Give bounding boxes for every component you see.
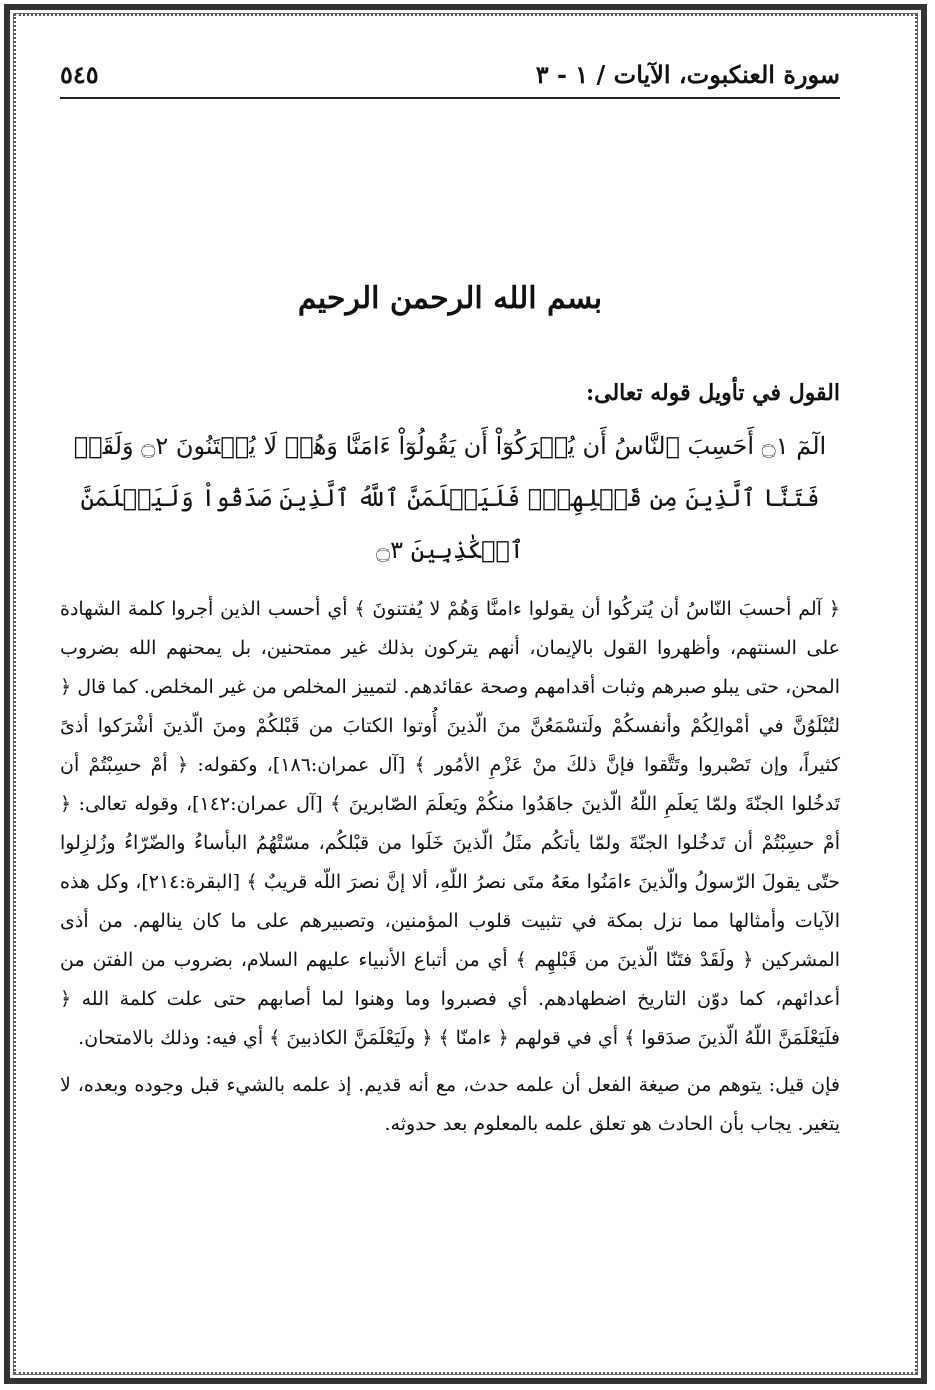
commentary-body: [60, 590, 840, 1144]
commentary-paragraph: ﴿ آلم أحسبَ النّاسُ أن يُتركُوا أن يقولوا ءامنَّا وَهُمْ لا يُفتنونَ ﴾ أي أحسب الذين أجروا كلمة الشهادة على السنتهم، وأظهروا القول بالإيمان، أنهم يتركون بذلك غير ممتحنين، بل يمحنهم الله بضروب المحن، حتى يبلو صبرهم وثبات أقدامهم وصحة عقائدهم. لتمييز المخلص من غير المخلص. كما قال ﴿ لتُبْلَوُنَّ في أمْوالِكُمْ وأنفسكُمْ ولَتسْمَعُنَّ منَ الّذينَ أُوتوا الكتابَ من قَبْلكُمْ ومنَ الّذينَ أشْرَكوا أذىً كثيراً، وإن تَصْبروا وتَتَّقوا فإنَّ ذلكَ منْ عَزْمِ الأمُور ﴾ [آل عمران:١٨٦]، وكقوله: ﴿ أمْ حسِبْتُمْ أن تَدخُلوا الجنّةَ ولمّا يَعلَمِ اللّهُ الّذينَ جاهَدُوا منكُمْ ويَعلَمَ الصّابرينَ ﴾ [آل عمران:١٤٢]، وقوله تعالى: ﴿ أمْ حسِبْتُمْ أن تَدخُلوا الجنّةَ ولمّا يأتكُم مثَلُ الّذينَ خَلَوا من قبْلكُم، مسّتْهُمُ البأساءُ والضّرّاءُ وزُلزِلوا حتّى يقولَ الرّسولُ والّذينَ ءامَنُوا معَهُ متَى نصرُ اللّهِ، ألا إنَّ نصرَ اللّه قريبٌ ﴾ [البقرة:٢١٤]، وكل هذه الآيات وأمثالها مما نزل بمكة في تثبيت قلوب المؤمنين، وتصبيرهم على ما كان ينالهم. من أذى المشركين ﴿ ولَقَدْ فتَنّا الّذينَ من قَبْلهِم ﴾ أي من أتباع الأنبياء عليهم السلام، بضروب من الفتن من أعدائهم، كما دوّن التاريخ اضطهادهم. أي فصبروا وما وهنوا لما أصابهم حتى علت كلمة الله ﴿ فلَيَعْلَمَنَّ اللّهُ الّذينَ صدَقوا ﴾ أي في قولهم ﴿ ءامنّا ﴾ ﴿ ولَيَعْلَمَنَّ الكاذبينَ ﴾ أي فيه: وذلك بالامتحان.: [60, 598, 841, 1049]
verse-line: الٓمٓ ۝١ أَحَسِبَ ٱلنَّاسُ أَن يُتۡرَكُوٓاْ أَن يَقُولُوٓاْ ءَامَنَّا وَهُمۡ لَا يُفۡتَنُونَ ۝٢ وَلَقَدۡ: [73, 432, 827, 460]
running-header: [60, 60, 840, 99]
verse-line: فَتَنَّا ٱلَّذِينَ مِن قَبۡلِهِمۡۖ فَلَيَعۡلَمَنَّ ٱللَّهُ ٱلَّذِينَ صَدَقُواْ وَلَيَعۡلَمَنَّ ٱلۡكَٰذِبِينَ ۝٣: [80, 484, 820, 564]
section-heading: القول في تأويل قوله تعالى:: [586, 380, 840, 406]
page-number: ٥٤٥: [60, 60, 99, 89]
book-page: [60, 60, 840, 1330]
basmala: بسم الله الرحمن الرحيم: [297, 281, 603, 316]
commentary-paragraph: فإن قيل: يتوهم من صيغة الفعل أن علمه حدث، مع أنه قديم. إذ علمه بالشيء قبل وجوده وبعده، لا يتغير. يجاب بأن الحادث هو تعلق علمه بالمعلوم بعد حدوثه.: [60, 1074, 840, 1135]
header-title: سورة العنكبوت، الآيات / ١ - ٣: [535, 60, 840, 89]
quran-verse-block: [60, 420, 840, 576]
